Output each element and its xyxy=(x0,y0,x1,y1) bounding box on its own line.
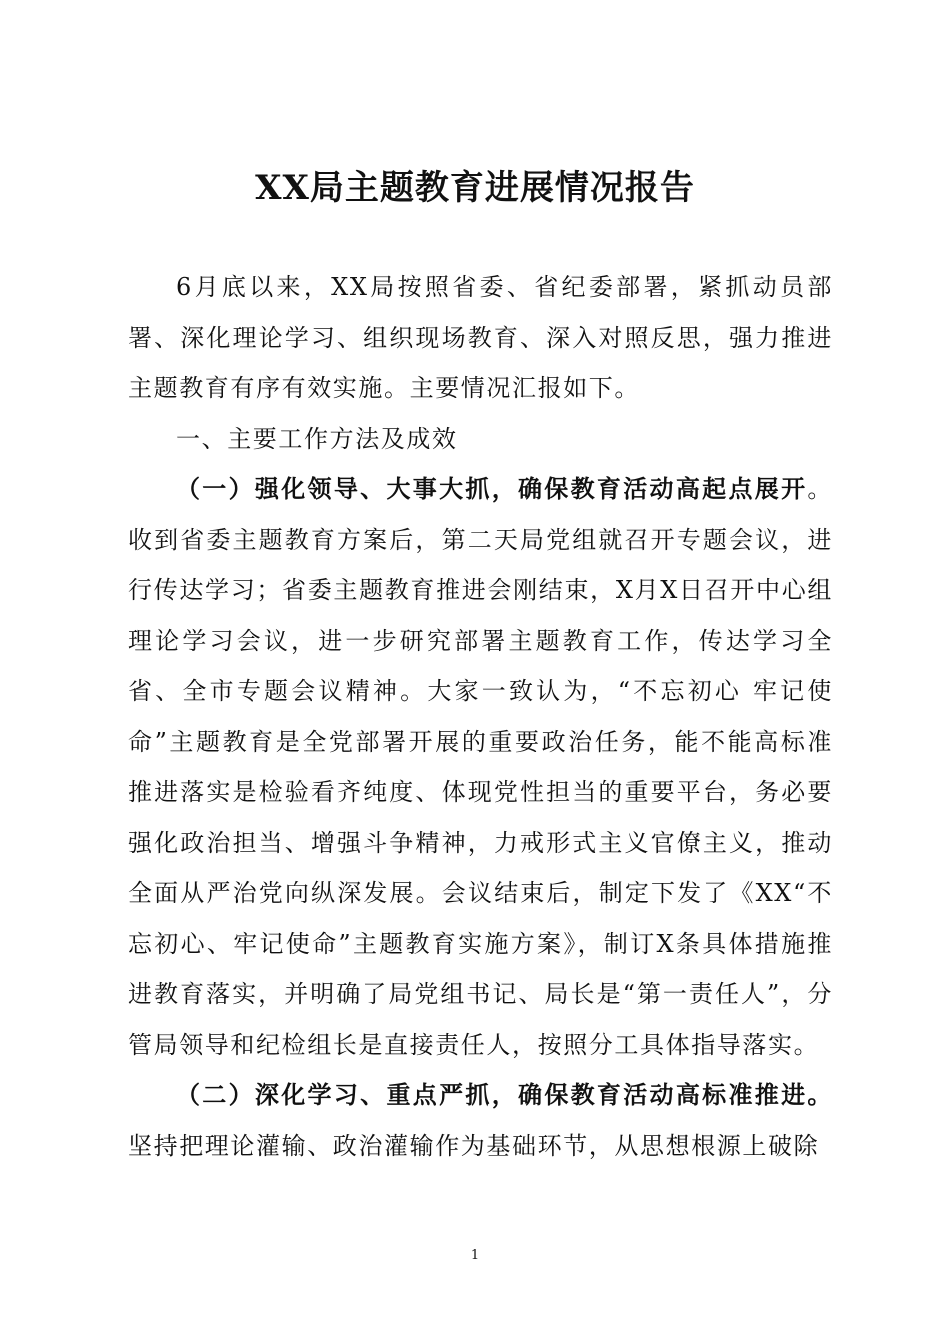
intro-paragraph: 6月底以来，XX局按照省委、省纪委部署，紧抓动员部署、深化理论学习、组织现场教育、深入对照反思，强力推进主题教育有序有效实施。主要情况汇报如下。 xyxy=(128,273,833,402)
subsection-2-body: 坚持把理论灌输、政治灌输作为基础环节，从思想根源上破除 xyxy=(128,1131,820,1160)
subsection-1-heading: （一）强化领导、大事大抓，确保教育活动高起点展开 xyxy=(176,475,808,503)
document-body xyxy=(128,262,833,1171)
subsection-1-paragraph xyxy=(128,464,833,1070)
subsection-1-heading-tail: 。 xyxy=(807,475,833,503)
subsection-2-heading: （二）深化学习、重点严抓，确保教育活动高标准推进。 xyxy=(176,1081,833,1109)
document-title: XX局主题教育进展情况报告 xyxy=(255,168,695,208)
page-number: 1 xyxy=(470,1248,480,1263)
section-heading: 一、主要工作方法及成效 xyxy=(176,424,458,453)
subsection-2-paragraph xyxy=(128,1070,833,1171)
subsection-1-body: 收到省委主题教育方案后，第二天局党组就召开专题会议，进行传达学习；省委主题教育推进会刚结束，X月X日召开中心组理论学习会议，进一步研究部署主题教育工作，传达学习全省、全市专题会议精神。大家一致认为，“不忘初心 牢记使命”主题教育是全党部署开展的重要政治任务，能不能高标准推进落实是检验看齐纯度、体现党性担当的重要平台，务必要强化政治担当、增强斗争精神，力戒形式主义官僚主义，推动全面从严治党向纵深发展。会议结束后，制定下发了《XX“不忘初心、牢记使命”主题教育实施方案》，制订X条具体措施推进教育落实，并明确了局党组书记、局长是“第一责任人”，分管局领导和纪检组长是直接责任人，按照分工具体指导落实。 xyxy=(128,525,833,1059)
